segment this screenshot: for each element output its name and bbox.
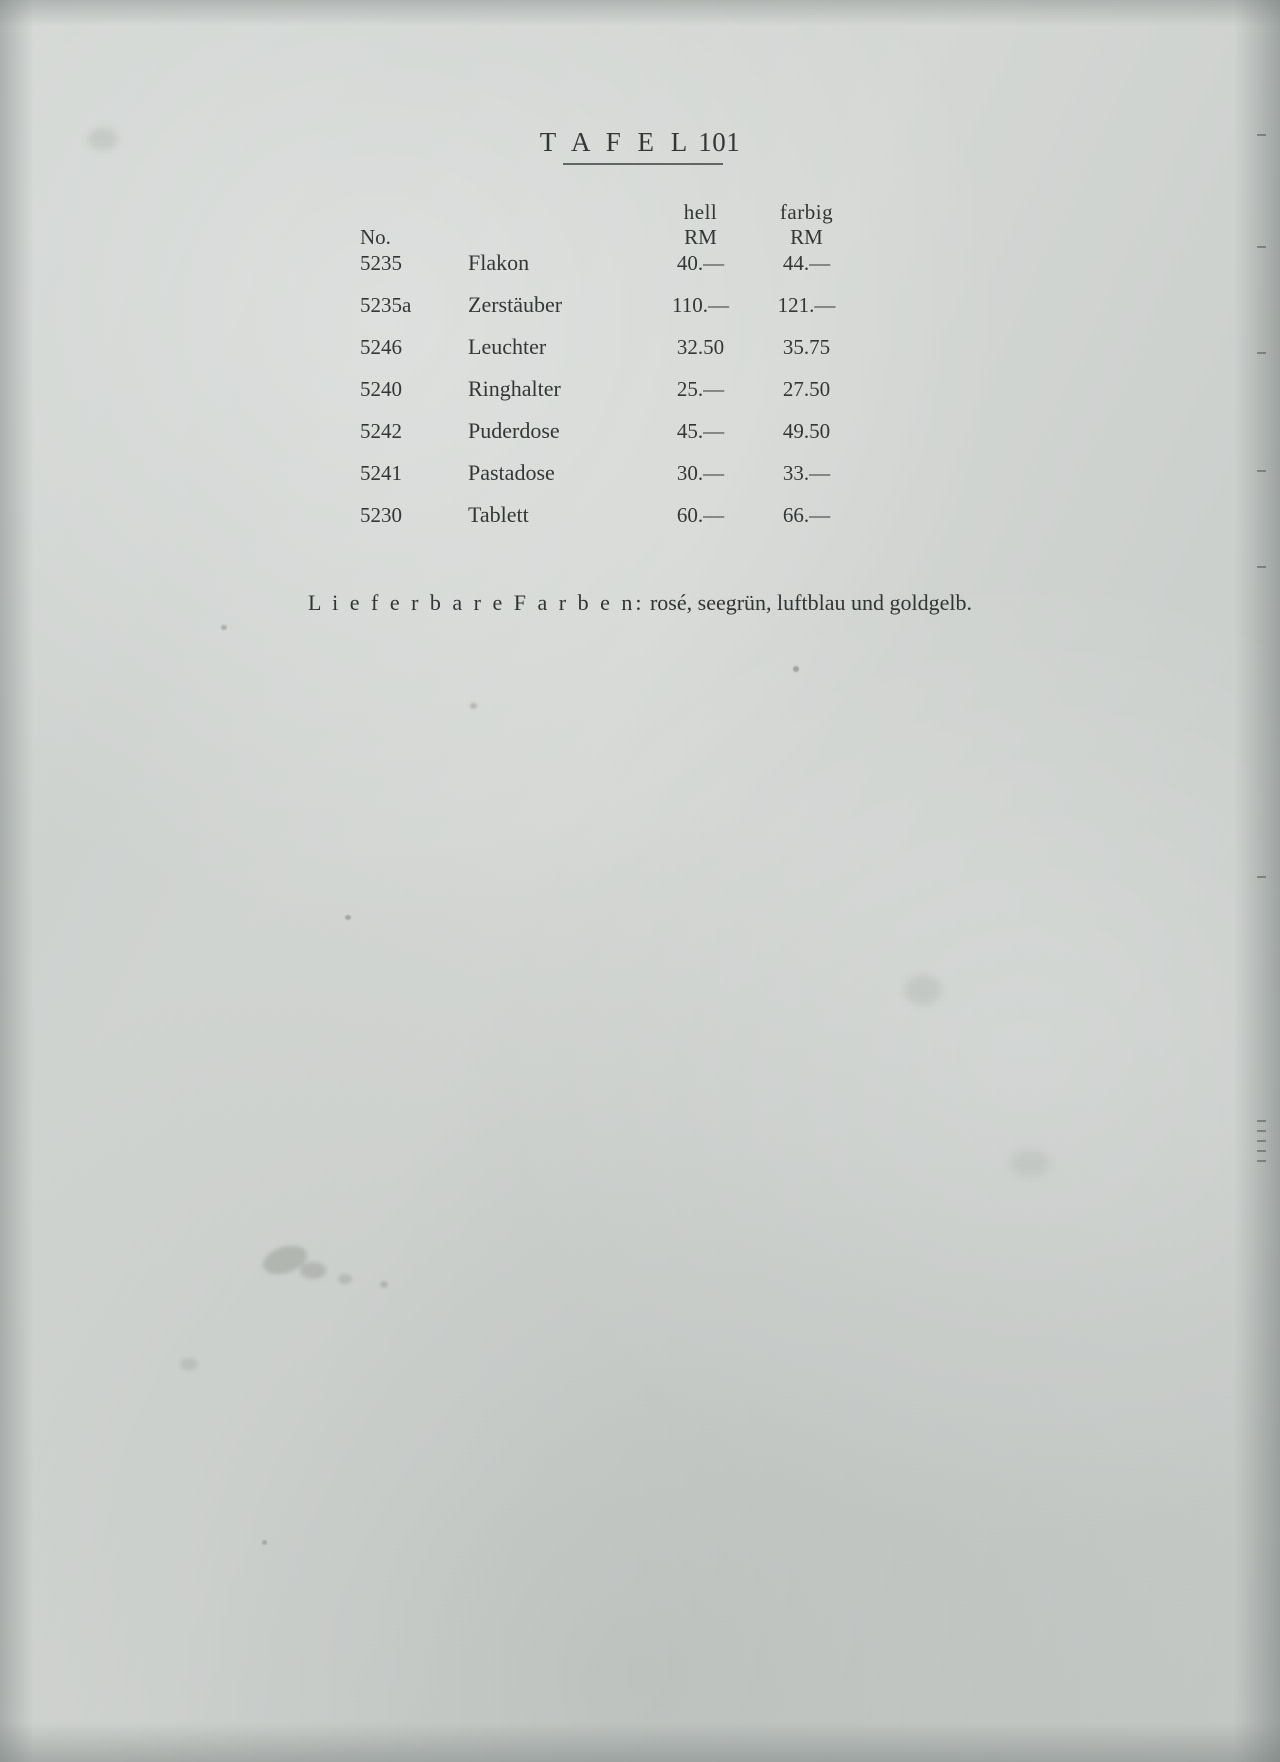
cell-hell: 30.— <box>676 461 725 485</box>
header-farbig-small: farbig <box>779 200 834 224</box>
table-row <box>360 376 860 418</box>
cell-hell: 25.— <box>676 377 725 401</box>
cell-name: Tablett <box>468 502 529 527</box>
table-header-row <box>360 225 860 250</box>
cell-hell: 32.50 <box>676 335 725 359</box>
price-table-head <box>360 200 860 250</box>
table-row <box>360 418 860 460</box>
cell-farbig: 66.— <box>782 503 831 527</box>
cell-farbig: 33.— <box>782 461 831 485</box>
page-title <box>0 127 1280 158</box>
header-farbig-currency: RM <box>790 225 823 249</box>
header-hell-currency: RM <box>684 225 717 249</box>
cell-no: 5230 <box>360 503 402 527</box>
available-colors-label: L i e f e r b a r e F a r b e n: <box>308 590 645 615</box>
cell-farbig: 121.— <box>777 293 836 317</box>
table-header-row-small <box>360 200 860 225</box>
header-no: No. <box>360 225 391 249</box>
table-row <box>360 250 860 292</box>
header-spacer <box>360 200 468 225</box>
header-article <box>468 225 648 250</box>
cell-name: Zerstäuber <box>468 292 563 317</box>
cell-no: 5241 <box>360 461 402 485</box>
cell-name: Pastadose <box>468 460 555 485</box>
available-colors-line <box>0 590 1280 616</box>
available-colors-value: rosé, seegrün, luftblau und goldgelb. <box>649 590 972 615</box>
plate-label: T A F E L <box>539 127 693 157</box>
cell-farbig: 35.75 <box>782 335 831 359</box>
cell-hell: 110.— <box>672 293 729 317</box>
cell-name: Ringhalter <box>468 376 561 401</box>
title-underline <box>563 163 723 165</box>
price-table-body <box>360 250 860 544</box>
table-row <box>360 502 860 544</box>
cell-farbig: 27.50 <box>782 377 831 401</box>
cell-name: Puderdose <box>468 418 560 443</box>
cell-hell: 60.— <box>676 503 725 527</box>
cell-no: 5235 <box>360 251 402 275</box>
table-row <box>360 460 860 502</box>
header-hell-small: hell <box>683 200 718 224</box>
cell-no: 5246 <box>360 335 402 359</box>
cell-name: Leuchter <box>468 334 547 359</box>
cell-no: 5242 <box>360 419 402 443</box>
price-table <box>360 200 860 544</box>
cell-hell: 45.— <box>676 419 725 443</box>
cell-farbig: 49.50 <box>782 419 831 443</box>
cell-farbig: 44.— <box>782 251 831 275</box>
plate-number: 101 <box>698 127 741 157</box>
cell-hell: 40.— <box>676 251 725 275</box>
header-spacer <box>468 200 648 225</box>
cell-no: 5240 <box>360 377 402 401</box>
cell-no: 5235a <box>360 293 412 317</box>
table-row <box>360 334 860 376</box>
table-row <box>360 292 860 334</box>
cell-name: Flakon <box>468 250 530 275</box>
